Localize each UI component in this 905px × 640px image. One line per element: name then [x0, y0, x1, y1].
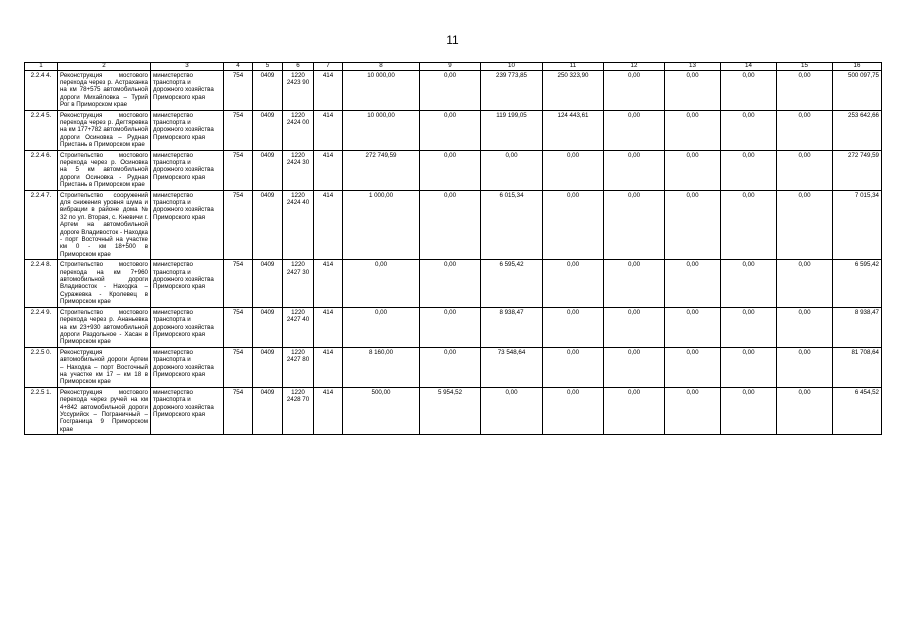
row-value-16: 7 015,34 — [833, 190, 882, 260]
table-body — [25, 70, 882, 435]
row-grbs: 754 — [224, 190, 253, 260]
row-name: Строительство мостового перехода через р. Осиновка на 5 км автомобильной дороги Осиновка - Рудная Пристань в Приморском крае — [58, 150, 151, 190]
row-value-16: 272 749,59 — [833, 150, 882, 190]
row-value-13: 0,00 — [665, 70, 721, 110]
column-header-14: 14 — [721, 63, 777, 71]
row-value-15: 0,00 — [777, 387, 833, 434]
row-code: 2.2.4 4. — [25, 70, 58, 110]
row-value-12: 0,00 — [604, 307, 665, 347]
table-row — [25, 260, 882, 307]
row-csr: 1220 2424 30 — [283, 150, 314, 190]
row-name: Строительство сооружений для снижения уровня шума и вибрации в районе дома № 32 по ул. Вторая, с. Кневичи г. Артем на автомобильной дороге Владивосток - Находка - порт Восточный на участке км 0 - км 18+500 в Приморском крае — [58, 190, 151, 260]
row-vr: 414 — [314, 150, 343, 190]
row-csr: 1220 2424 40 — [283, 190, 314, 260]
row-name: Реконструкция автомобильной дороги Артем – Находка – порт Восточный на участке км 17 – км 18 в Приморском крае — [58, 347, 151, 387]
table-row — [25, 70, 882, 110]
row-value-9: 0,00 — [420, 260, 481, 307]
row-value-9: 0,00 — [420, 110, 481, 150]
row-value-16: 6 454,52 — [833, 387, 882, 434]
table-row — [25, 347, 882, 387]
row-name: Реконструкция мостового перехода через р. Дегтяревка на км 177+782 автомобильной дороги Осиновка – Рудная Пристань в Приморском крае — [58, 110, 151, 150]
column-header-1: 1 — [25, 63, 58, 71]
column-header-9: 9 — [420, 63, 481, 71]
row-rzpr: 0409 — [253, 110, 283, 150]
row-ministry: министерство транспорта и дорожного хозяйства Приморского края — [151, 387, 224, 434]
row-csr: 1220 2428 70 — [283, 387, 314, 434]
table-row — [25, 190, 882, 260]
row-value-12: 0,00 — [604, 110, 665, 150]
row-grbs: 754 — [224, 260, 253, 307]
row-value-14: 0,00 — [721, 150, 777, 190]
row-grbs: 754 — [224, 110, 253, 150]
row-value-13: 0,00 — [665, 307, 721, 347]
row-value-14: 0,00 — [721, 260, 777, 307]
row-csr: 1220 2427 30 — [283, 260, 314, 307]
row-csr: 1220 2427 40 — [283, 307, 314, 347]
row-name: Строительство мостового перехода через р. Ананьевка на км 23+930 автомобильной дороги Раздольное - Хасан в Приморском крае — [58, 307, 151, 347]
row-value-10: 6 595,42 — [481, 260, 543, 307]
column-header-7: 7 — [314, 63, 343, 71]
row-value-12: 0,00 — [604, 150, 665, 190]
row-csr: 1220 2424 00 — [283, 110, 314, 150]
row-value-9: 0,00 — [420, 70, 481, 110]
row-value-12: 0,00 — [604, 190, 665, 260]
row-value-13: 0,00 — [665, 190, 721, 260]
row-grbs: 754 — [224, 150, 253, 190]
page-number: 11 — [446, 33, 459, 47]
row-grbs: 754 — [224, 70, 253, 110]
column-header-10: 10 — [481, 63, 543, 71]
row-value-10: 8 938,47 — [481, 307, 543, 347]
row-vr: 414 — [314, 190, 343, 260]
row-value-11: 0,00 — [543, 347, 604, 387]
table-row — [25, 110, 882, 150]
row-rzpr: 0409 — [253, 70, 283, 110]
row-ministry: министерство транспорта и дорожного хозяйства Приморского края — [151, 260, 224, 307]
row-value-11: 124 443,61 — [543, 110, 604, 150]
row-vr: 414 — [314, 307, 343, 347]
row-value-16: 6 595,42 — [833, 260, 882, 307]
row-value-8: 8 160,00 — [343, 347, 420, 387]
row-code: 2.2.5 1. — [25, 387, 58, 434]
row-value-14: 0,00 — [721, 347, 777, 387]
row-value-8: 0,00 — [343, 307, 420, 347]
row-value-15: 0,00 — [777, 260, 833, 307]
row-value-12: 0,00 — [604, 70, 665, 110]
table-row — [25, 387, 882, 434]
row-value-15: 0,00 — [777, 70, 833, 110]
row-value-16: 81 708,64 — [833, 347, 882, 387]
row-vr: 414 — [314, 70, 343, 110]
row-csr: 1220 2427 80 — [283, 347, 314, 387]
column-header-12: 12 — [604, 63, 665, 71]
column-header-4: 4 — [224, 63, 253, 71]
row-value-12: 0,00 — [604, 260, 665, 307]
row-value-8: 1 000,00 — [343, 190, 420, 260]
row-vr: 414 — [314, 110, 343, 150]
row-value-10: 73 548,64 — [481, 347, 543, 387]
row-grbs: 754 — [224, 387, 253, 434]
header-row — [25, 63, 882, 71]
column-header-11: 11 — [543, 63, 604, 71]
row-value-16: 253 642,66 — [833, 110, 882, 150]
column-header-3: 3 — [151, 63, 224, 71]
row-value-13: 0,00 — [665, 150, 721, 190]
row-name: Реконструкция мостового перехода через р. Астраханка на км 78+575 автомобильной дороги Михайловка – Турий Рог в Приморском крае — [58, 70, 151, 110]
row-value-13: 0,00 — [665, 260, 721, 307]
row-code: 2.2.4 8. — [25, 260, 58, 307]
column-header-6: 6 — [283, 63, 314, 71]
row-grbs: 754 — [224, 347, 253, 387]
table-row — [25, 307, 882, 347]
row-value-15: 0,00 — [777, 110, 833, 150]
row-rzpr: 0409 — [253, 307, 283, 347]
row-value-11: 0,00 — [543, 260, 604, 307]
row-value-11: 0,00 — [543, 387, 604, 434]
row-code: 2.2.4 7. — [25, 190, 58, 260]
column-header-2: 2 — [58, 63, 151, 71]
row-value-10: 239 773,85 — [481, 70, 543, 110]
row-value-9: 0,00 — [420, 190, 481, 260]
budget-table — [24, 62, 882, 435]
row-value-8: 10 000,00 — [343, 70, 420, 110]
row-value-14: 0,00 — [721, 70, 777, 110]
row-rzpr: 0409 — [253, 190, 283, 260]
row-value-13: 0,00 — [665, 387, 721, 434]
row-vr: 414 — [314, 387, 343, 434]
row-ministry: министерство транспорта и дорожного хозяйства Приморского края — [151, 347, 224, 387]
row-value-14: 0,00 — [721, 307, 777, 347]
row-code: 2.2.5 0. — [25, 347, 58, 387]
row-value-11: 0,00 — [543, 307, 604, 347]
row-value-9: 0,00 — [420, 150, 481, 190]
row-value-8: 0,00 — [343, 260, 420, 307]
row-vr: 414 — [314, 260, 343, 307]
column-header-13: 13 — [665, 63, 721, 71]
row-value-12: 0,00 — [604, 387, 665, 434]
row-value-14: 0,00 — [721, 387, 777, 434]
row-value-16: 500 097,75 — [833, 70, 882, 110]
row-value-15: 0,00 — [777, 307, 833, 347]
row-value-11: 250 323,90 — [543, 70, 604, 110]
row-value-10: 0,00 — [481, 150, 543, 190]
row-value-8: 10 000,00 — [343, 110, 420, 150]
row-value-10: 119 199,05 — [481, 110, 543, 150]
row-code: 2.2.4 9. — [25, 307, 58, 347]
row-value-12: 0,00 — [604, 347, 665, 387]
row-vr: 414 — [314, 347, 343, 387]
row-value-8: 500,00 — [343, 387, 420, 434]
row-ministry: министерство транспорта и дорожного хозяйства Приморского края — [151, 110, 224, 150]
column-header-16: 16 — [833, 63, 882, 71]
row-value-11: 0,00 — [543, 150, 604, 190]
table-row — [25, 150, 882, 190]
column-header-15: 15 — [777, 63, 833, 71]
row-name: Строительство мостового перехода на км 7+960 автомобильной дороги Владивосток - Находка – Суражевка - Кролевец в Приморском крае — [58, 260, 151, 307]
row-value-8: 272 749,59 — [343, 150, 420, 190]
row-ministry: министерство транспорта и дорожного хозяйства Приморского края — [151, 150, 224, 190]
row-csr: 1220 2423 90 — [283, 70, 314, 110]
row-ministry: министерство транспорта и дорожного хозяйства Приморского края — [151, 307, 224, 347]
row-value-11: 0,00 — [543, 190, 604, 260]
row-value-16: 8 938,47 — [833, 307, 882, 347]
row-code: 2.2.4 5. — [25, 110, 58, 150]
row-ministry: министерство транспорта и дорожного хозяйства Приморского края — [151, 190, 224, 260]
row-value-14: 0,00 — [721, 190, 777, 260]
row-rzpr: 0409 — [253, 150, 283, 190]
row-value-9: 0,00 — [420, 307, 481, 347]
row-rzpr: 0409 — [253, 387, 283, 434]
row-value-9: 0,00 — [420, 347, 481, 387]
row-rzpr: 0409 — [253, 260, 283, 307]
row-value-9: 5 954,52 — [420, 387, 481, 434]
row-value-15: 0,00 — [777, 150, 833, 190]
row-value-10: 0,00 — [481, 387, 543, 434]
column-header-5: 5 — [253, 63, 283, 71]
row-grbs: 754 — [224, 307, 253, 347]
row-value-13: 0,00 — [665, 110, 721, 150]
row-value-13: 0,00 — [665, 347, 721, 387]
row-value-15: 0,00 — [777, 190, 833, 260]
row-name: Реконструкция мостового перехода через ручей на км 4+842 автомобильной дороги Уссурийск – Пограничный – Госграница 9 Приморском крае — [58, 387, 151, 434]
row-ministry: министерство транспорта и дорожного хозяйства Приморского края — [151, 70, 224, 110]
row-value-15: 0,00 — [777, 347, 833, 387]
row-rzpr: 0409 — [253, 347, 283, 387]
row-code: 2.2.4 6. — [25, 150, 58, 190]
row-value-14: 0,00 — [721, 110, 777, 150]
row-value-10: 6 015,34 — [481, 190, 543, 260]
column-header-8: 8 — [343, 63, 420, 71]
